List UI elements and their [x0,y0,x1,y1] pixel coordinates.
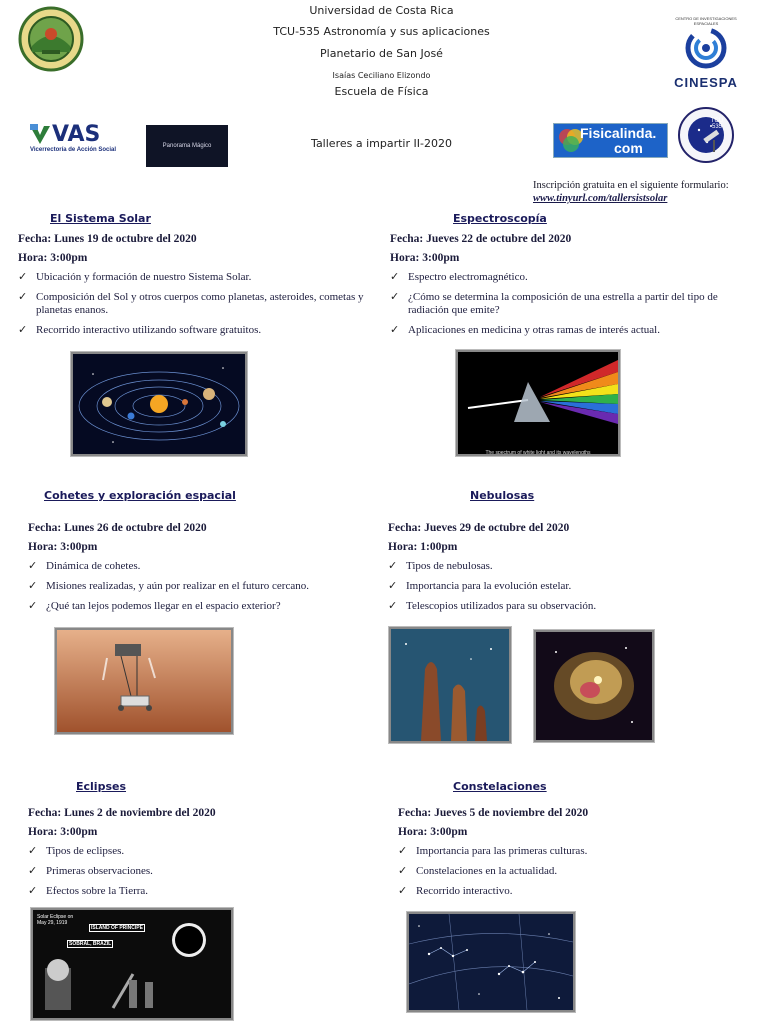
list-item: ✓ Dinámica de cohetes. [28,560,141,572]
pillars-nebula-image [389,627,511,743]
tcu-logo [677,106,735,164]
list-item: ✓ Tipos de eclipses. [28,845,125,857]
check-icon: ✓ [28,580,38,592]
rocket-landing-image [55,628,233,734]
check-icon: ✓ [390,291,400,303]
book-logo [146,125,228,167]
check-icon: ✓ [28,845,38,857]
coordinator-name: Isaías Ceciliano Elizondo [332,71,431,80]
workshop-hour: Hora: 3:00pm [390,252,460,264]
vas-caption: Vicerrectoría de Acción Social [30,147,117,153]
check-icon: ✓ [390,324,400,336]
check-icon: ✓ [388,580,398,592]
workshop-date: Fecha: Lunes 2 de noviembre del 2020 [28,807,216,819]
check-icon: ✓ [28,560,38,572]
check-icon: ✓ [18,271,28,283]
topic-list [18,271,368,337]
list-item: ✓ Importancia para las primeras culturas. [398,845,588,857]
check-icon: ✓ [388,560,398,572]
list-item: ✓ Misiones realizadas, y aún por realizar en el futuro cercano. [28,580,309,592]
list-item: ✓ Importancia para la evolución estelar. [388,580,572,592]
check-icon: ✓ [398,845,408,857]
workshop-hour: Hora: 3:00pm [28,826,98,838]
list-item: ✓ Ubicación y formación de nuestro Sistema Solar. [18,271,252,283]
topic-list [28,560,368,613]
list-item: ✓ Tipos de nebulosas. [388,560,493,572]
spectrum-image [456,350,620,456]
list-item: ✓ Telescopios utilizados para su observación. [388,600,597,612]
vas-wordmark: VAS [52,122,101,147]
section-title: Cohetes y exploración espacial [44,489,236,502]
eclipse-brazil-label: SOBRAL, BRAZIL [69,941,112,947]
list-item: ✓ ¿Cómo se determina la composición de una estrella a partir del tipo de radiación que emite? [390,291,718,316]
list-item: ✓ Primeras observaciones. [28,865,153,877]
school-name: Escuela de Física [334,85,429,98]
planetarium-name: Planetario de San José [320,47,443,60]
cinespa-caption: CENTRO DE INVESTIGACIONES ESPACIALES [675,16,737,26]
check-icon: ✓ [28,885,38,897]
registration-text: Inscripción gratuita en el siguiente formulario: [533,180,729,191]
star-map-image [407,912,575,1012]
cinespa-wordmark: CINESPA [674,75,738,90]
section-title: El Sistema Solar [50,212,151,225]
check-icon: ✓ [18,324,28,336]
topic-list [388,560,748,613]
check-icon: ✓ [398,885,408,897]
section-title: Nebulosas [470,489,535,502]
vas-logo [30,122,125,160]
fisicalinda-line1: Fisicalinda. [580,125,657,141]
workshop-rockets [28,489,368,620]
university-name: Universidad de Costa Rica [309,4,454,17]
topic-list [390,271,750,337]
topic-list [28,845,368,898]
workshop-hour: Hora: 1:00pm [388,541,458,553]
book-logo-text: Panorama Mágico [162,143,212,149]
check-icon: ✓ [18,291,28,303]
workshop-solar-system [18,212,368,344]
workshop-date: Fecha: Lunes 19 de octubre del 2020 [18,233,197,245]
section-title: Constelaciones [453,780,547,793]
workshop-date: Fecha: Jueves 22 de octubre del 2020 [390,233,572,245]
list-item: ✓ Recorrido interactivo. [398,885,513,897]
fisicalinda-logo [553,123,668,158]
workshop-hour: Hora: 3:00pm [18,252,88,264]
workshop-spectroscopy [390,212,750,344]
workshop-date: Fecha: Jueves 29 de octubre del 2020 [388,522,570,534]
workshop-hour: Hora: 3:00pm [28,541,98,553]
workshop-date: Fecha: Lunes 26 de octubre del 2020 [28,522,207,534]
eclipse-island-label: ISLAND OF PRINCIPE [91,925,143,931]
workshop-eclipses [28,780,368,905]
spectrum-caption: The spectrum of white light and its wavelengths [485,450,591,456]
eclipse-date-label: Solar Eclipse on May 29, 1919 [37,914,74,926]
list-item: ✓ Espectro electromagnético. [390,271,528,283]
list-item: ✓ Efectos sobre la Tierra. [28,885,149,897]
registration-link[interactable]: www.tinyurl.com/tallersistsolar [533,193,668,204]
nebula-image [534,630,654,742]
list-item: ✓ Constelaciones en la actualidad. [398,865,558,877]
section-title: Espectroscopía [453,212,547,225]
ucr-seal-logo [18,6,84,72]
list-item: ✓ Composición del Sol y otros cuerpos como planetas, asteroides, cometas y planetas enanos. [18,291,364,316]
solar-system-image [71,352,247,456]
tcu-name: TCU-535 Astronomía y sus aplicaciones [273,25,490,38]
check-icon: ✓ [388,600,398,612]
topic-list [398,845,748,898]
page-subtitle: Talleres a impartir II-2020 [311,137,452,150]
check-icon: ✓ [398,865,408,877]
workshop-date: Fecha: Jueves 5 de noviembre del 2020 [398,807,589,819]
workshop-hour: Hora: 3:00pm [398,826,468,838]
list-item: ✓ Aplicaciones en medicina y otras ramas de interés actual. [390,324,660,336]
cinespa-logo [668,16,744,88]
workshop-nebulae [388,489,748,620]
eclipse-image [31,908,233,1020]
check-icon: ✓ [28,600,38,612]
section-title: Eclipses [76,780,127,793]
list-item: ✓ ¿Qué tan lejos podemos llegar en el espacio exterior? [28,600,281,612]
fisicalinda-line2: com [614,140,643,156]
list-item: ✓ Recorrido interactivo utilizando software gratuitos. [18,324,262,336]
workshop-constellations [398,780,748,905]
check-icon: ✓ [28,865,38,877]
tcu-logo-text: TCU 535 [710,118,724,130]
check-icon: ✓ [390,271,400,283]
